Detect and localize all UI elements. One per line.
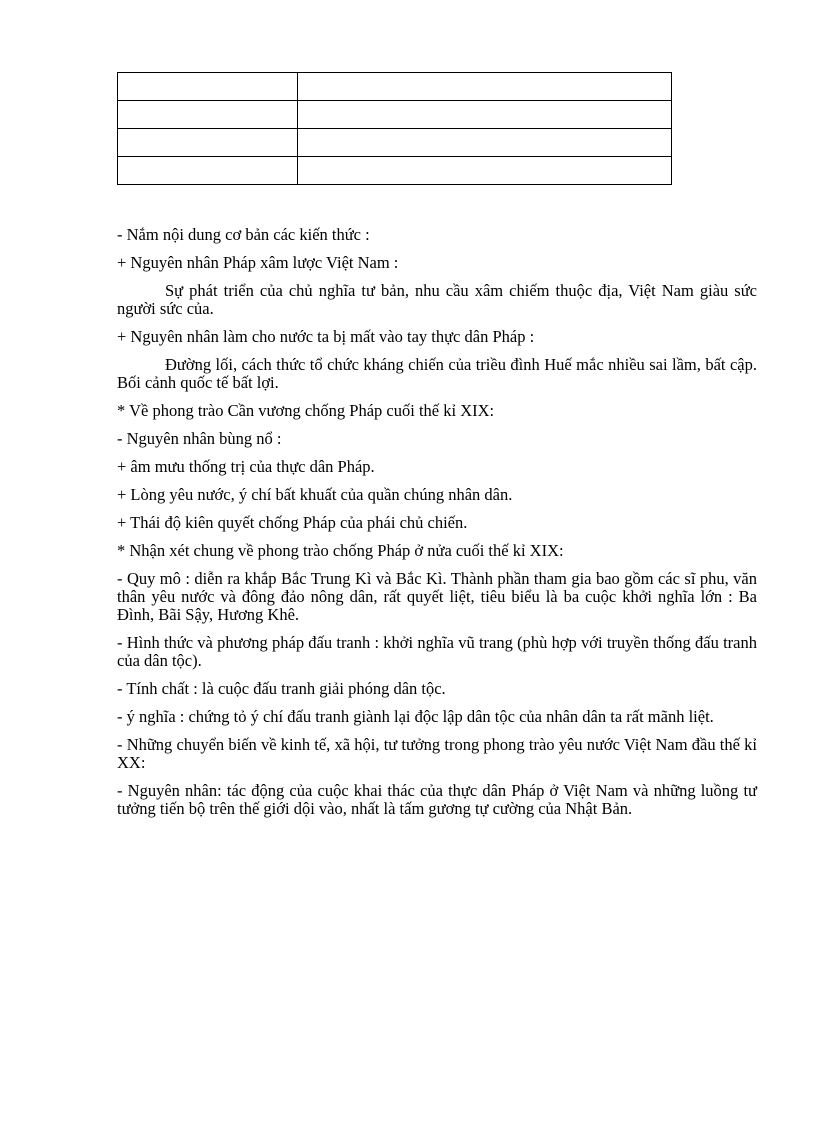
table-row	[118, 157, 672, 185]
table-cell	[298, 157, 672, 185]
paragraph: - Hình thức và phương pháp đấu tranh : khởi nghĩa vũ trang (phù hợp với truyền thống đấu tranh của dân tộc).	[117, 633, 757, 670]
paragraph: * Nhận xét chung về phong trào chống Pháp ở nửa cuối thế kỉ XIX:	[117, 541, 564, 560]
paragraph: - Nguyên nhân bùng nổ :	[117, 429, 282, 448]
body-text	[117, 226, 757, 828]
table-cell	[118, 101, 298, 129]
empty-table	[117, 72, 672, 185]
table-cell	[118, 129, 298, 157]
table-cell	[118, 157, 298, 185]
paragraph: - Quy mô : diễn ra khắp Bắc Trung Kì và Bắc Kì. Thành phần tham gia bao gồm các sĩ phu, văn thân yêu nước và đông đảo nông dân, rất quyết liệt, tiêu biểu là ba cuộc khởi nghĩa lớn : Ba Đình, Bãi Sậy, Hương Khê.	[117, 569, 757, 624]
paragraph: + âm mưu thống trị của thực dân Pháp.	[117, 457, 375, 476]
table-cell	[298, 129, 672, 157]
paragraph: + Nguyên nhân làm cho nước ta bị mất vào tay thực dân Pháp :	[117, 327, 535, 346]
paragraph: Sự phát triển của chủ nghĩa tư bản, nhu cầu xâm chiếm thuộc địa, Việt Nam giàu sức người sức của.	[117, 281, 757, 318]
table-row	[118, 73, 672, 101]
paragraph: - Nắm nội dung cơ bản các kiến thức :	[117, 225, 370, 244]
paragraph: * Về phong trào Cần vương chống Pháp cuối thế kỉ XIX:	[117, 401, 495, 420]
paragraph: + Nguyên nhân Pháp xâm lược Việt Nam :	[117, 253, 399, 272]
paragraph: - Tính chất : là cuộc đấu tranh giải phóng dân tộc.	[117, 679, 446, 698]
paragraph: - ý nghĩa : chứng tỏ ý chí đấu tranh giành lại độc lập dân tộc của nhân dân ta rất mãnh liệt.	[117, 707, 714, 726]
paragraph: + Lòng yêu nước, ý chí bất khuất của quần chúng nhân dân.	[117, 485, 513, 504]
paragraph: + Thái độ kiên quyết chống Pháp của phái chủ chiến.	[117, 513, 468, 532]
table-cell	[298, 73, 672, 101]
table-row	[118, 101, 672, 129]
paragraph: Đường lối, cách thức tổ chức kháng chiến của triều đình Huế mắc nhiều sai lầm, bất cập. Bối cảnh quốc tế bất lợi.	[117, 355, 757, 392]
table-cell	[118, 73, 298, 101]
table-cell	[298, 101, 672, 129]
paragraph: - Những chuyển biến về kinh tế, xã hội, tư tưởng trong phong trào yêu nước Việt Nam đầu thế kỉ XX:	[117, 735, 757, 772]
table-row	[118, 129, 672, 157]
paragraph: - Nguyên nhân: tác động của cuộc khai thác của thực dân Pháp ở Việt Nam và những luồng tư tưởng tiến bộ trên thế giới dội vào, nhất là tấm gương tự cường của Nhật Bản.	[117, 781, 757, 818]
